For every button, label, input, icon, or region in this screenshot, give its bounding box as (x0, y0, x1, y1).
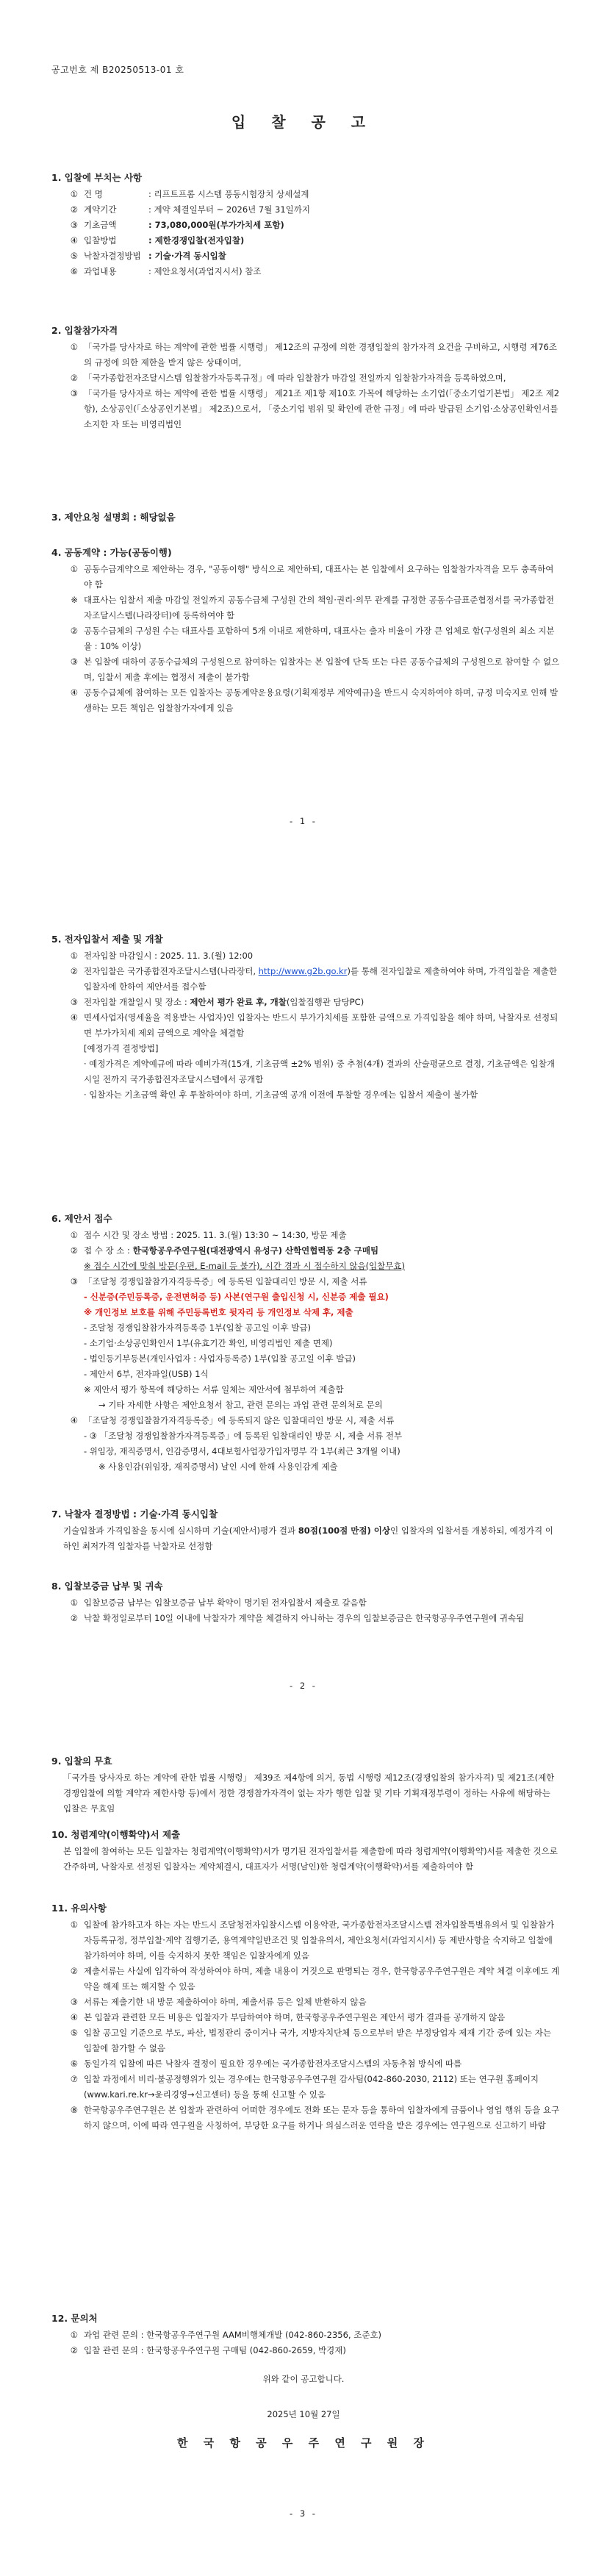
note: ※ 제안서 평가 항목에 해당하는 서류 일체는 제안서에 첨부하여 제출함 (84, 1384, 344, 1395)
price-method-heading: [예정가격 결정방법] (84, 1043, 159, 1053)
price-method-1: · 예정가격은 계약예규에 따라 예비가격(15개, 기초금액 ±2% 범위) 중 추첨(4개) 결과의 산술평균으로 결정, 기초금액은 입찰개시일 전까지 국가종합전자조달시스템에서 공개함 (84, 1059, 555, 1084)
page-3 (0, 1717, 607, 2576)
document-item: - 조달청 경쟁입찰참가자격등록증 1부(입찰 공고일 이후 발급) (84, 1323, 311, 1333)
section-6-heading: 6. 제안서 접수 (51, 1213, 112, 1224)
section-10-text: 본 입찰에 참여하는 모든 입찰자는 청렴계약(이행확약)서가 명기된 전자입찰서를 제출함에 따라 청렴계약(이행확약)서를 제출한 것으로 간주하며, 낙찰자로 선정된 입찰자는 계약체결시, 대표자가 서명(날인)한 청렴계약(이행확약)서를 제출하여야 함 (63, 1846, 558, 1872)
page-2 (0, 859, 607, 1717)
section-4-heading: 4. 공동계약 : 가능(공동이행) (51, 547, 172, 558)
list-item: ③ 전자입찰 개찰일시 및 장소 : 제안서 평가 완료 후, 개찰(입찰집행관 담당PC) (70, 997, 364, 1007)
section-1-heading: 1. 입찰에 부치는 사항 (51, 172, 143, 183)
closing-text: 위와 같이 공고합니다. (262, 2374, 345, 2384)
list-item: ② 공동수급체의 구성원 수는 대표사를 포함하여 5개 이내로 제한하며, 대표사는 출자 비율이 가장 큰 업체로 함(구성원의 최소 지분율 : 10% 이상) (70, 626, 555, 651)
section-4-list (51, 562, 560, 716)
document-item: - 제안서 6부, 전자파일(USB) 1식 (84, 1369, 209, 1379)
section-11-heading: 11. 유의사항 (51, 1903, 107, 1914)
list-item: ① 「국가를 당사자로 하는 계약에 관한 법률 시행령」 제12조의 규정에 의한 경쟁입찰의 참가자격 요건을 구비하고, 시행령 제76조의 규정에 의한 제한을 받지 않은 상태이며, (70, 342, 557, 368)
list-item: ① 전자입찰 마감일시 : 2025. 11. 3.(월) 12:00 (70, 951, 254, 961)
list-item: ① 공동수급계약으로 제안하는 경우, "공동이행" 방식으로 제안하되, 대표사는 본 입찰에서 요구하는 입찰참가자격을 모두 충족하여야 함 (70, 564, 554, 590)
list-item: ④ 공동수급체에 참여하는 모든 입찰자는 공동계약운용요령(기획재정부 계약예규)을 반드시 숙지하여야 하며, 규정 미숙지로 인해 발생하는 모든 책임은 입찰참가자에게 있음 (70, 687, 558, 713)
list-item: ② 제출서류는 사실에 입각하여 작성하여야 하며, 제출 내용이 거짓으로 판명되는 경우, 한국항공우주연구원은 계약 체결 이후에도 계약을 해제 또는 해지할 수 있음 (70, 1966, 560, 1992)
list-item: ⑥ 과업내용 : 제안요청서(과업지시서) 참조 (70, 266, 262, 276)
section-3-heading: 3. 제안요청 설명회 : 해당없음 (51, 512, 176, 523)
section-11-list (51, 1917, 560, 2133)
list-item: ② 입찰 관련 문의 : 한국항공우주연구원 구매팀 (042-860-2659, 박경재) (70, 2345, 346, 2355)
list-item: ④ 「조달청 경쟁입찰참가자격등록증」에 등록되지 않은 입찰대리인 방문 시, 제출 서류 (70, 1415, 395, 1425)
section-8-heading: 8. 입찰보증금 납부 및 귀속 (51, 1581, 163, 1592)
page-1 (0, 0, 607, 859)
g2b-link[interactable]: http://www.g2b.go.kr (258, 966, 348, 976)
page-number: - 3 - (290, 2508, 317, 2519)
section-7-heading: 7. 낙찰자 결정방법 : 기술·가격 동시입찰 (51, 1509, 218, 1520)
list-item: ③ 서류는 제출기한 내 방문 제출하여야 하며, 제출서류 등은 일체 반환하지 않음 (70, 1997, 367, 2007)
list-item: ① 입찰보증금 납부는 입찰보증금 납부 확약이 명기된 전자입찰서 제출로 갈음함 (70, 1598, 367, 1608)
document-number: 공고번호 제 B20250513-01 호 (51, 65, 184, 75)
document-item: - 소기업·소상공인확인서 1부(유효기간 확인, 비영리법인 제출 면제) (84, 1338, 333, 1348)
section-9-text: 「국가를 당사자로 하는 계약에 관한 법률 시행령」 제39조 제4항에 의거, 동법 시행령 제12조(경쟁입찰의 참가자격) 및 제21조(제한경쟁입찰에 의할 계약과 제한사항 등)에서 정한 경쟁참가자격이 없는 자가 행한 입찰 및 기타 기획재정부령이 정하는 사유에 해당하는 입찰은 무효임 (63, 1772, 555, 1814)
list-item: ⑤ 입찰 공고일 기준으로 부도, 파산, 법정관리 중이거나 국가, 지방자치단체 등으로부터 받은 부정당업자 제재 기간 중에 있는 자는 입찰에 참가할 수 없음 (70, 2028, 552, 2053)
section-9-heading: 9. 입찰의 무효 (51, 1756, 112, 1767)
list-item: ① 건 명 : 리프트프롬 시스템 풍동시험장치 상세설계 (70, 189, 309, 199)
list-item: ⑤ 낙찰자결정방법 : 기술·가격 동시입찰 (70, 251, 226, 261)
list-item: ② 전자입찰은 국가종합전자조달시스템(나라장터, http://www.g2b.go.kr)를 통해 전자입찰로 제출하여야 하며, 가격입찰을 제출한 입찰자에 한하여 제안서를 접수함 (70, 966, 558, 992)
list-item: ② 계약기간 : 계약 체결일부터 ~ 2026년 7월 31일까지 (70, 204, 310, 215)
section-7-text: 기술입찰과 가격입찰을 동시에 실시하며 기술(제안서)평가 결과 80점(100점 만점) 이상인 입찰자의 입찰서를 개봉하되, 예정가격 이하인 최저가격 입찰자를 낙찰자로 선정함 (63, 1525, 553, 1551)
section-1-list (51, 187, 560, 279)
section-2-list (51, 340, 560, 432)
section-8-list (51, 1595, 560, 1626)
document-item: - 법인등기부등본(개인사업자 : 사업자등록증) 1부(입찰 공고일 이후 발급) (84, 1353, 356, 1364)
section-5-heading: 5. 전자입찰서 제출 및 개찰 (51, 934, 163, 945)
list-item: ⑦ 입찰 과정에서 비리·불공정행위가 있는 경우에는 한국항공우주연구원 감사팀(042-860-2030, 2112) 또는 연구원 홈페이지(www.kari.re.kr→윤리경영→신고센터) 등을 통해 신고할 수 있음 (70, 2074, 539, 2100)
issuer-signature: 한 국 항 공 우 주 연 구 원 장 (177, 2436, 430, 2450)
list-item: ⑧ 한국항공우주연구원은 본 입찰과 관련하여 어떠한 경우에도 전화 또는 문자 등을 통하여 입찰자에게 금품이나 영업 행위 등을 요구하지 않으며, 이에 따라 연구원을 사칭하여, 부당한 요구를 하거나 의심스러운 연락을 받은 경우에는 연구원으로 신고하기 바람 (70, 2105, 560, 2130)
list-item: ※ 대표사는 입찰서 제출 마감일 전일까지 공동수급체 구성원 간의 책임·권리·의무 관계를 규정한 공동수급표준협정서를 국가종합전자조달시스템(나라장터)에 등록하여야 함 (71, 595, 554, 620)
list-item: ③ 본 입찰에 대하여 공동수급체의 구성원으로 참여하는 입찰자는 본 입찰에 단독 또는 다른 공동수급체의 구성원으로 참여할 수 없으며, 입찰서 제출 후에는 협정서 제출이 불가함 (70, 656, 560, 682)
price-method-2: · 입찰자는 기초금액 확인 후 투찰하여야 하며, 기초금액 공개 이전에 투찰할 경우에는 입찰서 제출이 불가함 (84, 1090, 478, 1100)
section-5-list (51, 948, 560, 1103)
list-item: ① 과업 관련 문의 : 한국항공우주연구원 AAM비행체개발 (042-860-2356, 조준호) (70, 2330, 382, 2340)
page-number: - 1 - (290, 816, 317, 826)
list-item: ② 낙찰 확정일로부터 10일 이내에 낙찰자가 계약을 체결하지 아니하는 경우의 입찰보증금은 한국항공우주연구원에 귀속됨 (70, 1613, 525, 1623)
list-item: ④ 면세사업자(영세율을 적용받는 사업자)인 입찰자는 반드시 부가가치세를 포함한 금액으로 가격입찰을 해야 하며, 낙찰자로 선정되면 부가가치세 제외 금액으로 계약을 체결함 (70, 1012, 558, 1038)
list-item: ⑥ 동일가격 입찰에 따른 낙찰자 결정이 필요한 경우에는 국가종합전자조달시스템의 자동추첨 방식에 따름 (70, 2058, 462, 2069)
section-6-list (51, 1228, 560, 1475)
list-item: ③ 기초금액 : 73,080,000원(부가가치세 포함) (70, 220, 284, 230)
list-item: ① 접수 시간 및 장소 방법 : 2025. 11. 3.(월) 13:30 ~ 14:30, 방문 제출 (70, 1230, 347, 1240)
document-item: - ③ 「조달청 경쟁입찰참가자격등록증」에 등록된 입찰대리인 방문 시, 제출 서류 전부 (84, 1431, 403, 1441)
page-number: - 2 - (290, 1681, 317, 1691)
section-10-heading: 10. 청렴계약(이행확약)서 제출 (51, 1829, 181, 1840)
section-12-heading: 12. 문의처 (51, 2313, 98, 2324)
document-item: - 위임장, 재직증명서, 인감증명서, 4대보험사업장가입자명부 각 1부(최근 3개월 이내) (84, 1446, 401, 1456)
note: → 기타 자세한 사항은 제안요청서 참고, 관련 문의는 과업 관련 문의처로 문의 (98, 1400, 383, 1410)
list-item: ③ 「국가를 당사자로 하는 계약에 관한 법률 시행령」 제21조 제1항 제10호 가목에 해당하는 소기업(「중소기업기본법」 제2조 제2항), 소상공인(「소상공인기본법」 제2조)으로서, 「중소기업 범위 및 확인에 관한 규정」에 따라 발급된 소기업·소상공인확인서를 소지한 자 또는 비영리법인 (70, 388, 560, 429)
note: ※ 사용인감(위임장, 재직증명서) 날인 시에 한해 사용인감계 제출 (98, 1461, 338, 1472)
announcement-date: 2025년 10월 27일 (267, 2409, 340, 2419)
list-item: ① 입찰에 참가하고자 하는 자는 반드시 조달청전자입찰시스템 이용약관, 국가종합전자조달시스템 전자입찰특별유의서 및 입찰참가자등록규정, 정부입찰·계약 집행기준, 용역계약일반조건 및 입찰유의서, 제안요청서(과업지시서) 등 제반사항을 숙지하고 입찰에 참가하여야 하며, 이를 숙지하지 못한 책임은 입찰자에게 있음 (70, 1920, 555, 1961)
list-item: ④ 본 입찰과 관련한 모든 비용은 입찰자가 부담하여야 하며, 한국항공우주연구원은 제안서 평가 결과를 공개하지 않음 (70, 2012, 506, 2022)
warning-text: ※ 개인정보 보호를 위해 주민등록번호 뒷자리 등 개인정보 삭제 후, 제출 (84, 1307, 353, 1317)
section-2-heading: 2. 입찰참가자격 (51, 325, 118, 336)
list-item: ② 접 수 장 소 : 한국항공우주연구원(대전광역시 유성구) 산학연협력동 2층 구매팀 (70, 1245, 379, 1256)
section-12-list (51, 2328, 560, 2358)
warning-text: - 신분증(주민등록증, 운전면허증 등) 사본(연구원 출입신청 시, 신분증 제출 필요) (84, 1292, 389, 1302)
list-item: ② 「국가종합전자조달시스템 입찰참가자등록규정」에 따라 입찰참가 마감일 전일까지 입찰참가자격을 등록하였으며, (70, 373, 506, 383)
list-item: ③ 「조달청 경쟁입찰참가자격등록증」에 등록된 입찰대리인 방문 시, 제출 서류 (70, 1276, 367, 1287)
list-item: ④ 입찰방법 : 제한경쟁입찰(전자입찰) (70, 235, 245, 246)
note: ※ 접수 시간에 맞춰 방문(우편, E-mail 등 불가), 시간 경과 시 접수하지 않음(입찰무효) (84, 1261, 405, 1271)
document-title: 입 찰 공 고 (231, 113, 376, 131)
